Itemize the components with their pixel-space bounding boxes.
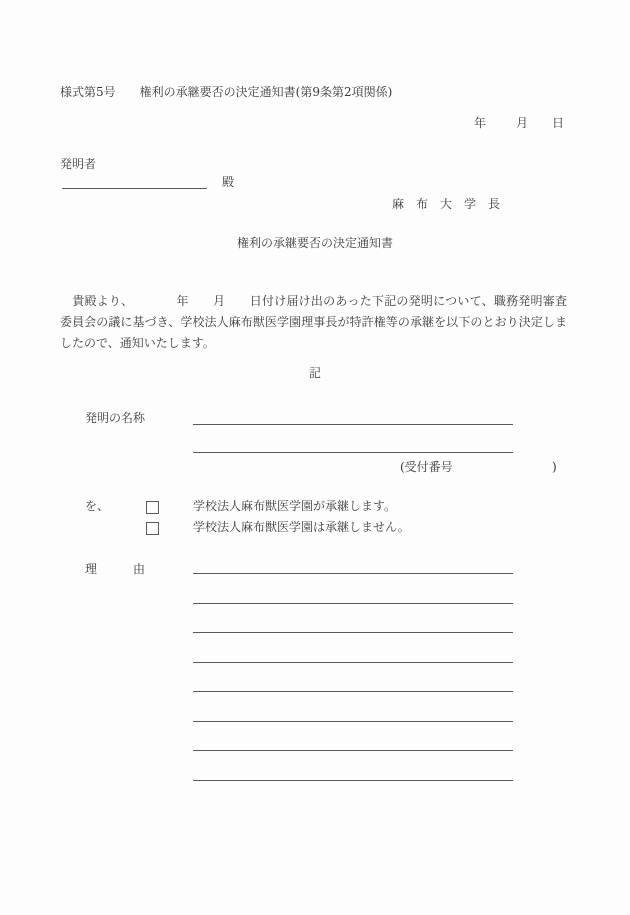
body-line-2: 委員会の議に基づき、学校法人麻布獣医学園理事長が特許権等の承継を以下のとおり決定しま [60,315,567,329]
date-month-label: 月 [516,116,529,130]
invention-name-blank-2 [193,438,513,453]
addressee-honorific: 殿 [222,175,235,189]
reason-blank-line [193,692,513,721]
notation-marker: 記 [308,366,321,380]
document-title: 権利の承継要否の決定通知書 [236,236,393,250]
body-paragraph [60,291,567,354]
reason-blank-line [193,633,513,662]
date-year-label: 年 [474,116,487,130]
succession-decline-checkbox [146,522,159,535]
invention-name-blank-1 [193,410,513,425]
receipt-number-close-paren: ) [552,460,557,474]
issuer-title: 麻 布 大 学 長 [392,197,501,211]
inventor-name-blank [62,170,207,189]
reason-blank-line [193,663,513,692]
reason-label: 理 由 [85,562,146,576]
succession-particle: を、 [85,499,110,513]
reason-blank-line [193,722,513,751]
inventor-label: 発明者 [60,157,97,171]
reason-blank-lines [193,545,513,781]
form-code-title: 様式第5号 権利の承継要否の決定通知書(第9条第2項関係) [60,85,393,99]
invention-name-label: 発明の名称 [85,411,146,425]
reason-blank-line [193,545,513,574]
reason-blank-line [193,574,513,603]
receipt-number-label: (受付番号 [400,460,453,474]
date-day-label: 日 [552,116,565,130]
reason-blank-line [193,751,513,780]
reason-blank-line [193,604,513,633]
body-line-3: したので、通知いたします。 [60,336,215,350]
body-line-1: 貴殿より、 年 月 日付け届け出のあった下記の発明について、職務発明審査 [60,294,567,308]
succession-decline-label: 学校法人麻布獣医学園は承継しません。 [193,520,410,534]
succession-accept-label: 学校法人麻布獣医学園が承継します。 [193,499,397,513]
succession-accept-checkbox [146,501,159,514]
